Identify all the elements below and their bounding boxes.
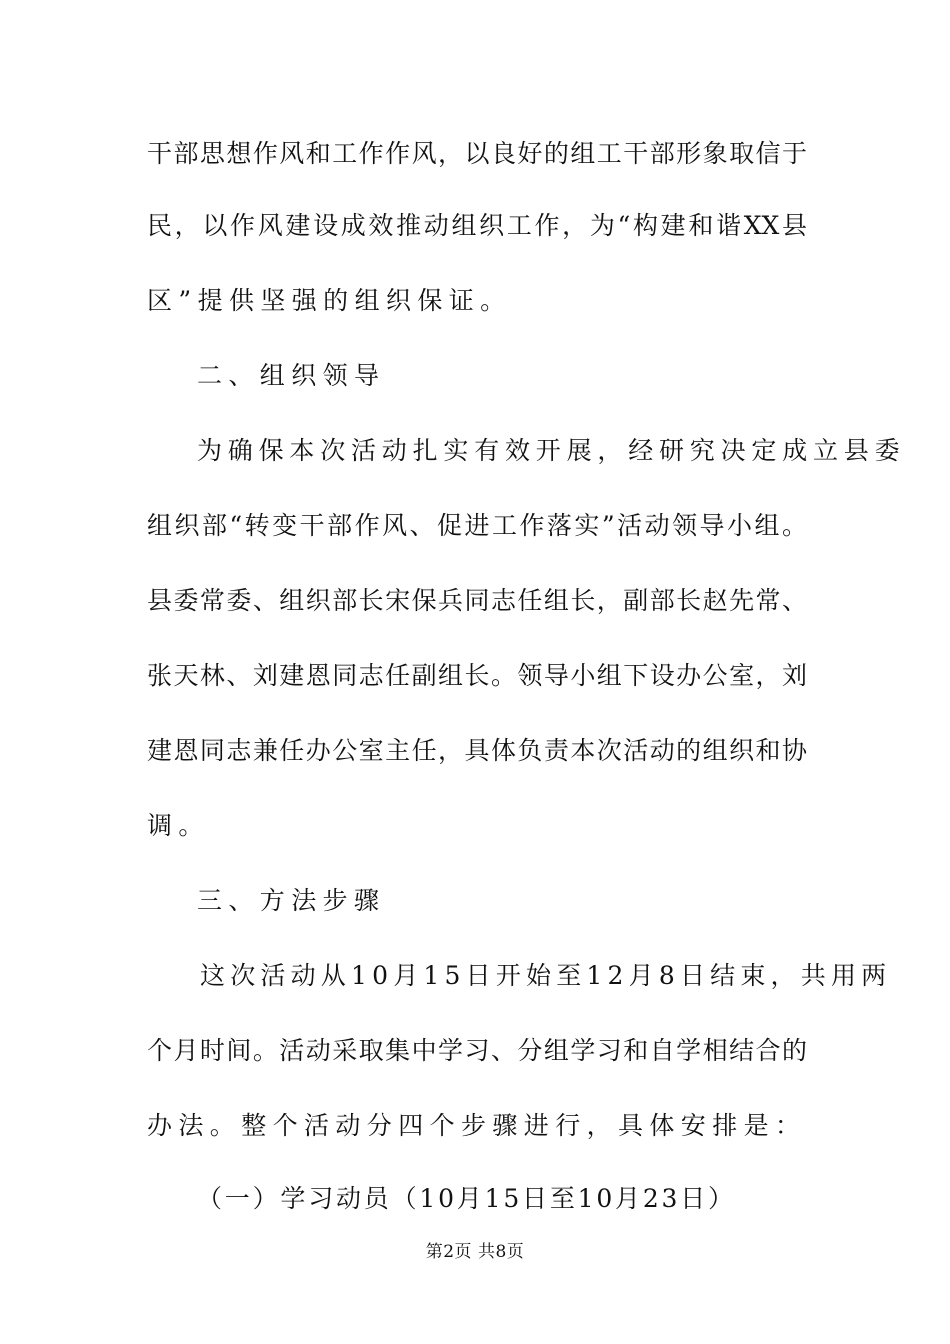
paragraph-line-12: 这次活动从10月15日开始至12月8日结束，共用两 <box>200 961 892 990</box>
subsection-heading-study-mobilization: （一）学习动员（10月15日至10月23日） <box>197 1184 736 1213</box>
paragraph-line-7: 县委常委、组织部长宋保兵同志任组长，副部长赵先常、 <box>147 586 807 615</box>
paragraph-line-8: 张天林、刘建恩同志任副组长。领导小组下设办公室，刘 <box>147 661 807 690</box>
paragraph-line-13: 个月时间。活动采取集中学习、分组学习和自学相结合的 <box>147 1036 807 1065</box>
section-heading-methods: 三、方法步骤 <box>197 886 386 915</box>
page-number-footer: 第2页 共8页 <box>425 1242 525 1262</box>
paragraph-line-3: 区”提供坚强的组织保证。 <box>147 286 512 315</box>
paragraph-line-6: 组织部“转变干部作风、促进工作落实”活动领导小组。 <box>147 511 807 540</box>
paragraph-line-14: 办法。整个活动分四个步骤进行，具体安排是： <box>147 1111 807 1140</box>
paragraph-line-9: 建恩同志兼任办公室主任，具体负责本次活动的组织和协 <box>147 736 807 765</box>
paragraph-line-1: 干部思想作风和工作作风，以良好的组工干部形象取信于 <box>147 139 807 168</box>
section-heading-organization: 二、组织领导 <box>197 361 386 390</box>
paragraph-line-2: 民，以作风建设成效推动组织工作，为“构建和谐XX县 <box>147 211 807 240</box>
paragraph-line-10: 调。 <box>147 811 210 840</box>
paragraph-line-5: 为确保本次活动扎实有效开展，经研究决定成立县委 <box>197 436 906 465</box>
